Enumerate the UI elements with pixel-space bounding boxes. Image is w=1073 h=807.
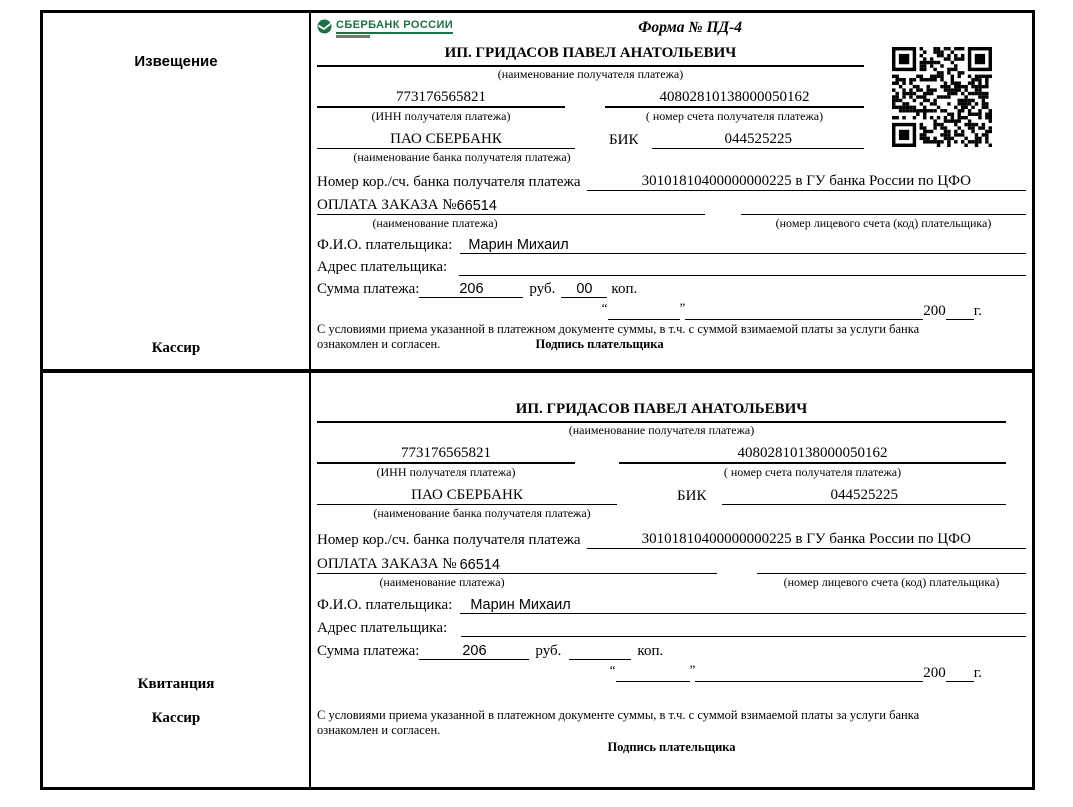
purpose-label: ОПЛАТА ЗАКАЗА № <box>317 197 457 213</box>
notice-section <box>43 13 1032 373</box>
purpose-row <box>317 191 1026 215</box>
cashier-label-receipt: Кассир <box>151 710 201 726</box>
year-prefix: 200 <box>923 303 946 319</box>
sberbank-logo <box>317 19 453 38</box>
purpose-captions-row-2 <box>317 574 1026 590</box>
payee-bank-field-2: ПАО СБЕРБАНК <box>317 487 617 505</box>
date-month-field-2 <box>695 681 923 682</box>
payer-name-row <box>317 231 1026 254</box>
date-row <box>317 298 982 320</box>
sum-kop-field: 00 <box>561 281 607 298</box>
quote-open: “ <box>601 300 608 315</box>
year-field <box>946 319 974 320</box>
receipt-label: Квитанция <box>137 676 215 692</box>
inn-account-captions-2 <box>317 464 1006 480</box>
payer-name-field-2: Марин Михаил <box>460 597 1026 614</box>
purpose-row-2 <box>317 549 1026 574</box>
payee-account-caption-2: ( номер счета получателя платежа) <box>723 465 902 479</box>
sum-label-2: Сумма платежа: <box>317 643 420 659</box>
purpose-value: 66514 <box>456 198 497 214</box>
purpose-field <box>317 197 705 215</box>
purpose-caption-2: (наименование платежа) <box>379 575 505 589</box>
personal-account-caption-2: (номер лицевого счета (код) плательщика) <box>783 575 1000 589</box>
payer-name-label: Ф.И.О. плательщика: <box>317 237 453 253</box>
sberbank-emblem-icon <box>317 19 332 34</box>
year-field-2 <box>946 681 974 682</box>
payer-name-field: Марин Михаил <box>460 237 1026 254</box>
signature-label-notice: Подпись плательщика <box>535 337 664 351</box>
date-day-field-2 <box>616 681 690 682</box>
rub-label: руб. <box>529 281 556 297</box>
bik-field: 044525225 <box>652 131 864 149</box>
payee-bank-caption: (наименование банка получателя платежа) <box>353 150 571 164</box>
personal-account-caption: (номер лицевого счета (код) плательщика) <box>775 216 992 230</box>
conditions-line1: С условиями приема указанной в платежном документе суммы, в т.ч. с суммой взимаемой платы за услуги банка <box>317 322 920 336</box>
purpose-caption: (наименование платежа) <box>372 216 498 230</box>
payer-address-label-2: Адрес плательщика: <box>317 620 448 636</box>
receipt-section <box>43 373 1032 787</box>
notice-form <box>311 13 1032 369</box>
bik-field-2: 044525225 <box>722 487 1006 505</box>
notice-label: Извещение <box>134 53 218 70</box>
kop-label-2: коп. <box>637 643 664 659</box>
year-suffix: г. <box>973 303 982 319</box>
notice-stub-column <box>43 13 311 369</box>
corr-account-label: Номер кор./сч. банка получателя платежа <box>317 174 581 190</box>
signature-label-receipt: Подпись плательщика <box>607 740 736 754</box>
payer-address-row <box>317 254 1026 276</box>
purpose-captions-row <box>317 215 1026 231</box>
form-title: Форма № ПД-4 <box>638 19 742 36</box>
sum-kop-field-2 <box>569 659 631 660</box>
cashier-label-notice: Кассир <box>151 340 201 356</box>
year-prefix-2: 200 <box>923 665 946 681</box>
payee-name-caption-2: (наименование получателя платежа) <box>568 423 755 437</box>
bank-caption-row-2 <box>317 505 1026 521</box>
date-month-field <box>685 319 923 320</box>
corr-account-label-2: Номер кор./сч. банка получателя платежа <box>317 532 581 548</box>
inn-account-row <box>317 83 864 108</box>
bank-bik-row <box>317 124 864 149</box>
rub-label-2: руб. <box>535 643 562 659</box>
personal-account-field <box>741 191 1026 215</box>
payee-inn-field-2: 773176565821 <box>317 445 575 464</box>
conditions-text <box>317 322 1026 352</box>
conditions-line1-2: С условиями приема указанной в платежном документе суммы, в т.ч. с суммой взимаемой платы за услуги банка <box>317 708 920 722</box>
corr-account-field-2: 30101810400000000225 в ГУ банка России по ЦФО <box>587 531 1026 549</box>
payee-bank-caption-2: (наименование банка получателя платежа) <box>373 506 591 520</box>
quote-close: ” <box>679 300 686 315</box>
corr-account-field: 30101810400000000225 в ГУ банка России по ЦФО <box>587 173 1026 191</box>
quote-open-2: “ <box>609 662 616 677</box>
payer-address-label: Адрес плательщика: <box>317 259 448 275</box>
payment-form-pd4 <box>40 10 1035 790</box>
purpose-field-2 <box>317 556 717 574</box>
conditions-line2-text: ознакомлен и согласен. <box>317 337 441 351</box>
payer-name-row-2 <box>317 590 1026 614</box>
conditions-line2-2: ознакомлен и согласен. <box>317 723 441 737</box>
qr-code <box>892 47 992 147</box>
corr-account-row <box>317 167 1026 191</box>
purpose-label-2: ОПЛАТА ЗАКАЗА № <box>317 556 457 572</box>
sberbank-logo-name: СБЕРБАНК РОССИИ <box>336 19 453 34</box>
bik-label-2: БИК <box>677 488 707 504</box>
payer-name-label-2: Ф.И.О. плательщика: <box>317 597 453 613</box>
date-day-field <box>608 319 680 320</box>
payee-bank-field: ПАО СБЕРБАНК <box>317 131 575 149</box>
payee-name-2: ИП. ГРИДАСОВ ПАВЕЛ АНАТОЛЬЕВИЧ <box>317 397 1006 423</box>
payee-name-caption: (наименование получателя платежа) <box>497 67 684 81</box>
sum-rub-field: 206 <box>419 281 523 298</box>
kop-label: коп. <box>611 281 638 297</box>
sum-label: Сумма платежа: <box>317 281 420 297</box>
payee-inn-field: 773176565821 <box>317 89 565 108</box>
sberbank-logo-tagline <box>336 35 370 38</box>
inn-account-row-2 <box>317 439 1006 464</box>
date-row-2 <box>317 660 982 682</box>
inn-account-captions <box>317 108 864 124</box>
quote-close-2: ” <box>689 662 696 677</box>
conditions-text-2 <box>317 708 1026 755</box>
sum-row <box>317 276 1026 298</box>
payee-inn-caption: (ИНН получателя платежа) <box>371 109 511 123</box>
notice-header-row <box>317 19 864 41</box>
conditions-line2 <box>317 337 1026 352</box>
sum-row-2 <box>317 637 1026 660</box>
corr-account-row-2 <box>317 525 1026 549</box>
payee-name: ИП. ГРИДАСОВ ПАВЕЛ АНАТОЛЬЕВИЧ <box>317 41 864 67</box>
sberbank-logo-text <box>336 19 453 38</box>
purpose-value-2: 66514 <box>459 557 500 573</box>
personal-account-field-2 <box>757 549 1026 574</box>
receipt-stub-column <box>43 373 311 787</box>
bik-label: БИК <box>609 132 639 148</box>
bank-bik-row-2 <box>317 480 1006 505</box>
payee-account-field: 40802810138000050162 <box>605 89 864 108</box>
payer-address-field-2 <box>461 636 1026 637</box>
year-suffix-2: г. <box>973 665 982 681</box>
receipt-form <box>311 373 1032 787</box>
payee-account-field-2: 40802810138000050162 <box>619 445 1006 464</box>
bank-caption-row <box>317 149 1026 165</box>
sum-rub-field-2: 206 <box>419 643 529 660</box>
payer-address-field <box>459 275 1026 276</box>
payee-inn-caption-2: (ИНН получателя платежа) <box>376 465 516 479</box>
payee-account-caption: ( номер счета получателя платежа) <box>645 109 824 123</box>
payer-address-row-2 <box>317 614 1026 637</box>
